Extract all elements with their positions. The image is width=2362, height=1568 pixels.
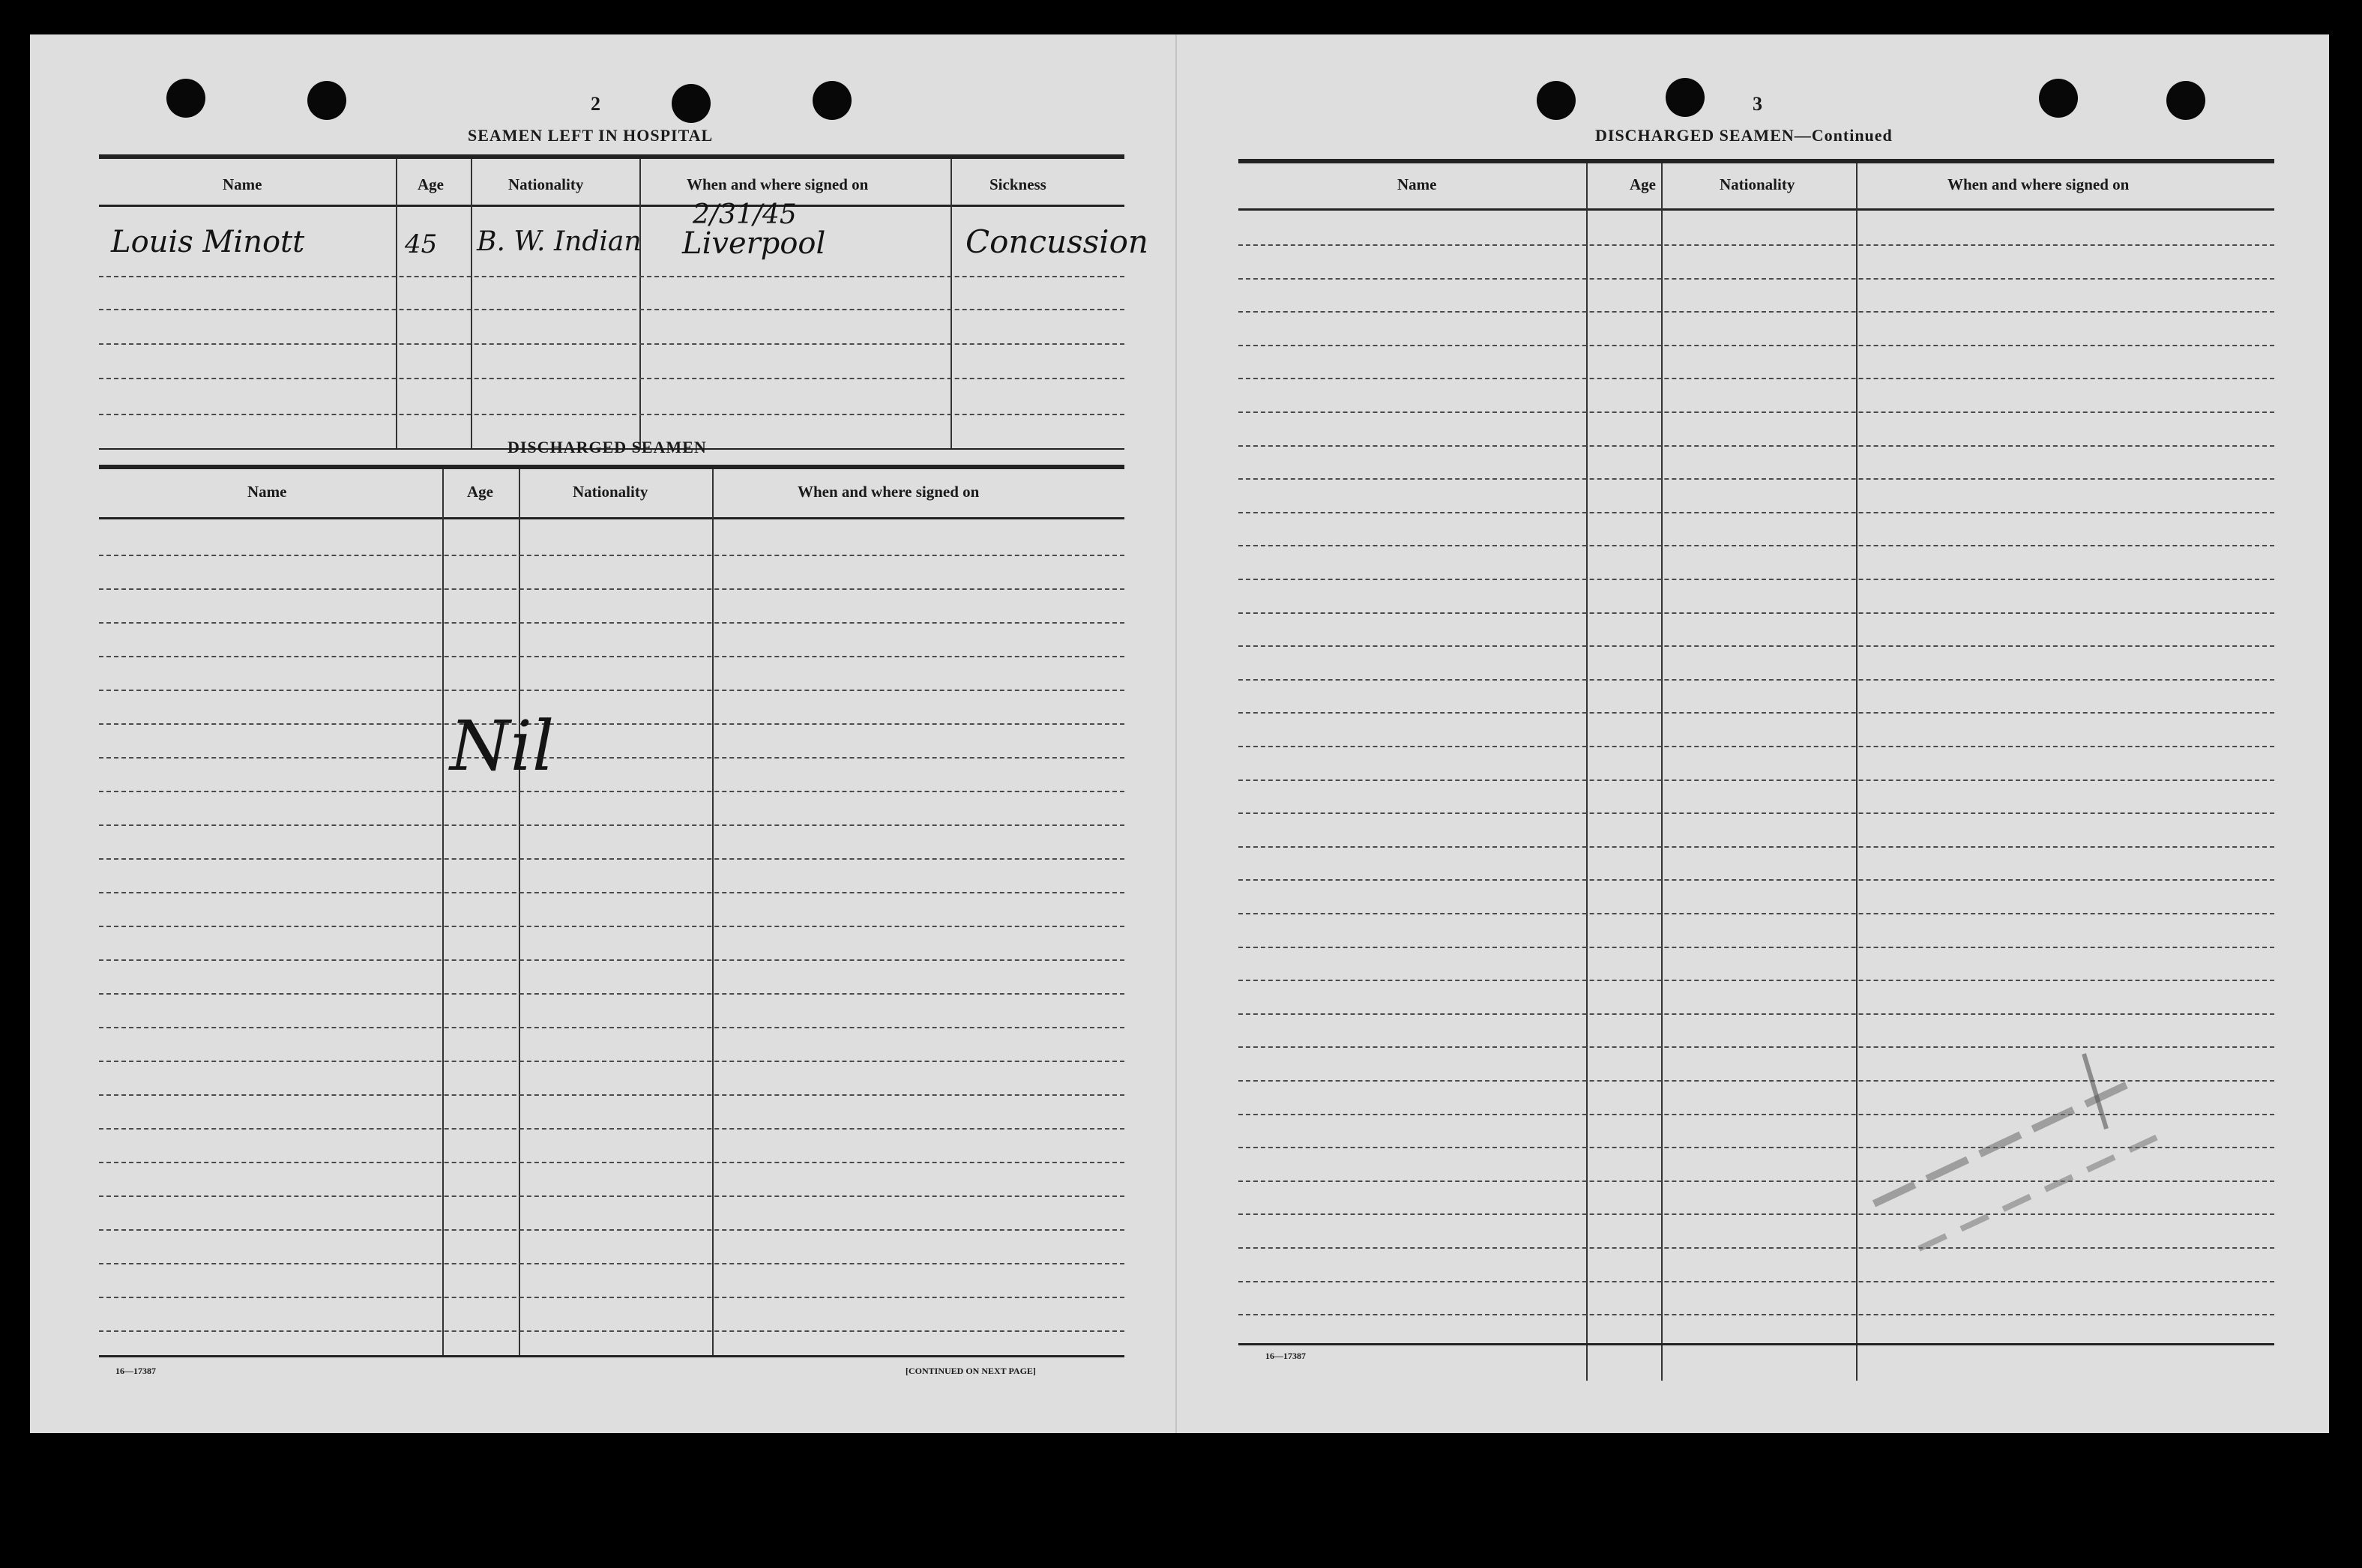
- page-number: 3: [1753, 93, 1762, 115]
- hospital-section-title: SEAMEN LEFT IN HOSPITAL: [468, 126, 714, 145]
- table-row-line: [1238, 645, 2274, 647]
- table-row-line: [99, 723, 1124, 725]
- table-row-line: [99, 414, 1124, 415]
- table-row-line: [1238, 445, 2274, 447]
- handwritten-age: 45: [405, 229, 438, 259]
- document-sheet: [30, 34, 2329, 1433]
- table-row-line: [99, 1263, 1124, 1264]
- table-row-line: [1238, 311, 2274, 313]
- table-row-line: [99, 622, 1124, 624]
- table-row-line: [99, 1330, 1124, 1332]
- table-row-line: [99, 555, 1124, 556]
- table-row-line: [1238, 1281, 2274, 1282]
- table-row-line: [1238, 1013, 2274, 1015]
- table-row-line: [1238, 712, 2274, 714]
- col-name-header: Name: [1397, 175, 1437, 193]
- col-age-header: Age: [418, 175, 444, 193]
- table-row-line: [1238, 579, 2274, 580]
- table-row-line: [99, 959, 1124, 961]
- table-top-rule: [99, 154, 1124, 159]
- table-row-line: [99, 1027, 1124, 1028]
- table-row-line: [1238, 846, 2274, 848]
- table-row-line: [1238, 679, 2274, 681]
- table-top-rule: [99, 465, 1124, 469]
- table-row-line: [99, 378, 1124, 379]
- header-rule: [1238, 208, 2274, 211]
- column-divider: [519, 469, 520, 1355]
- header-rule: [99, 517, 1124, 519]
- col-nationality-header: Nationality: [508, 175, 584, 193]
- handwritten-nationality: B. W. Indian: [477, 226, 642, 257]
- col-signed-on-header: When and where signed on: [798, 483, 980, 501]
- handwritten-nil: Nil: [450, 706, 555, 786]
- table-row-line: [1238, 1314, 2274, 1315]
- table-bottom-rule: [1238, 1343, 2274, 1345]
- table-row-line: [1238, 947, 2274, 948]
- continued-note: [CONTINUED ON NEXT PAGE]: [906, 1366, 1036, 1376]
- page-fold: [1175, 34, 1177, 1433]
- table-row-line: [99, 1094, 1124, 1096]
- punch-hole: [307, 81, 346, 120]
- table-row-line: [99, 276, 1124, 277]
- table-row-line: [99, 757, 1124, 759]
- column-divider: [396, 159, 397, 448]
- faint-stamp-mark: [1859, 1024, 2174, 1264]
- punch-hole: [1537, 81, 1576, 120]
- table-row-line: [99, 993, 1124, 995]
- table-row-line: [99, 656, 1124, 657]
- table-row-line: [99, 892, 1124, 893]
- page-number: 2: [591, 93, 600, 115]
- table-top-rule: [1238, 159, 2274, 163]
- handwritten-date: 2/31/45: [693, 199, 797, 230]
- col-age-header: Age: [467, 483, 493, 501]
- table-row-line: [1238, 411, 2274, 413]
- column-divider: [471, 159, 472, 448]
- column-divider: [712, 469, 714, 1355]
- punch-hole: [2039, 79, 2078, 118]
- discharged-section-title: DISCHARGED SEAMEN: [507, 438, 707, 456]
- punch-hole: [2166, 81, 2205, 120]
- table-row-line: [99, 824, 1124, 826]
- punch-hole: [166, 79, 205, 118]
- col-signed-on-header: When and where signed on: [687, 175, 869, 193]
- punch-hole: [813, 81, 852, 120]
- col-nationality-header: Nationality: [1720, 175, 1795, 193]
- discharged-continued-title: DISCHARGED SEAMEN—Continued: [1595, 126, 1893, 145]
- table-row-line: [99, 1195, 1124, 1197]
- table-row-line: [99, 690, 1124, 691]
- table-row-line: [1238, 244, 2274, 246]
- form-number: 16—17387: [1265, 1351, 1306, 1361]
- table-row-line: [99, 791, 1124, 792]
- column-divider: [442, 469, 444, 1355]
- table-row-line: [1238, 980, 2274, 981]
- handwritten-name: Louis Minott: [111, 225, 305, 259]
- table-row-line: [1238, 478, 2274, 480]
- handwritten-sickness: Concussion: [965, 223, 1148, 260]
- column-divider: [950, 159, 952, 448]
- table-row-line: [99, 343, 1124, 345]
- header-rule: [99, 205, 1124, 207]
- col-signed-on-header: When and where signed on: [1947, 175, 2130, 193]
- table-row-line: [1238, 512, 2274, 513]
- punch-hole: [672, 84, 711, 123]
- table-row-line: [1238, 278, 2274, 280]
- table-row-line: [99, 858, 1124, 860]
- table-row-line: [1238, 345, 2274, 346]
- table-row-line: [1238, 746, 2274, 747]
- table-row-line: [1238, 812, 2274, 814]
- col-name-header: Name: [247, 483, 287, 501]
- form-number: 16—17387: [115, 1366, 156, 1376]
- table-row-line: [99, 1128, 1124, 1130]
- table-row-line: [99, 1229, 1124, 1231]
- table-row-line: [99, 1297, 1124, 1298]
- table-row-line: [1238, 780, 2274, 781]
- table-row-line: [1238, 913, 2274, 914]
- handwritten-place: Liverpool: [682, 226, 826, 261]
- column-divider: [639, 159, 641, 448]
- col-name-header: Name: [223, 175, 262, 193]
- table-row-line: [1238, 378, 2274, 379]
- table-row-line: [99, 588, 1124, 590]
- table-row-line: [99, 926, 1124, 927]
- punch-hole: [1666, 78, 1705, 117]
- table-row-line: [1238, 612, 2274, 614]
- table-row-line: [99, 1162, 1124, 1163]
- table-row-line: [99, 309, 1124, 310]
- table-bottom-rule: [99, 1355, 1124, 1357]
- col-sickness-header: Sickness: [989, 175, 1046, 193]
- col-nationality-header: Nationality: [573, 483, 648, 501]
- table-row-line: [99, 1061, 1124, 1062]
- table-row-line: [1238, 879, 2274, 881]
- col-age-header: Age: [1630, 175, 1656, 193]
- table-row-line: [1238, 545, 2274, 546]
